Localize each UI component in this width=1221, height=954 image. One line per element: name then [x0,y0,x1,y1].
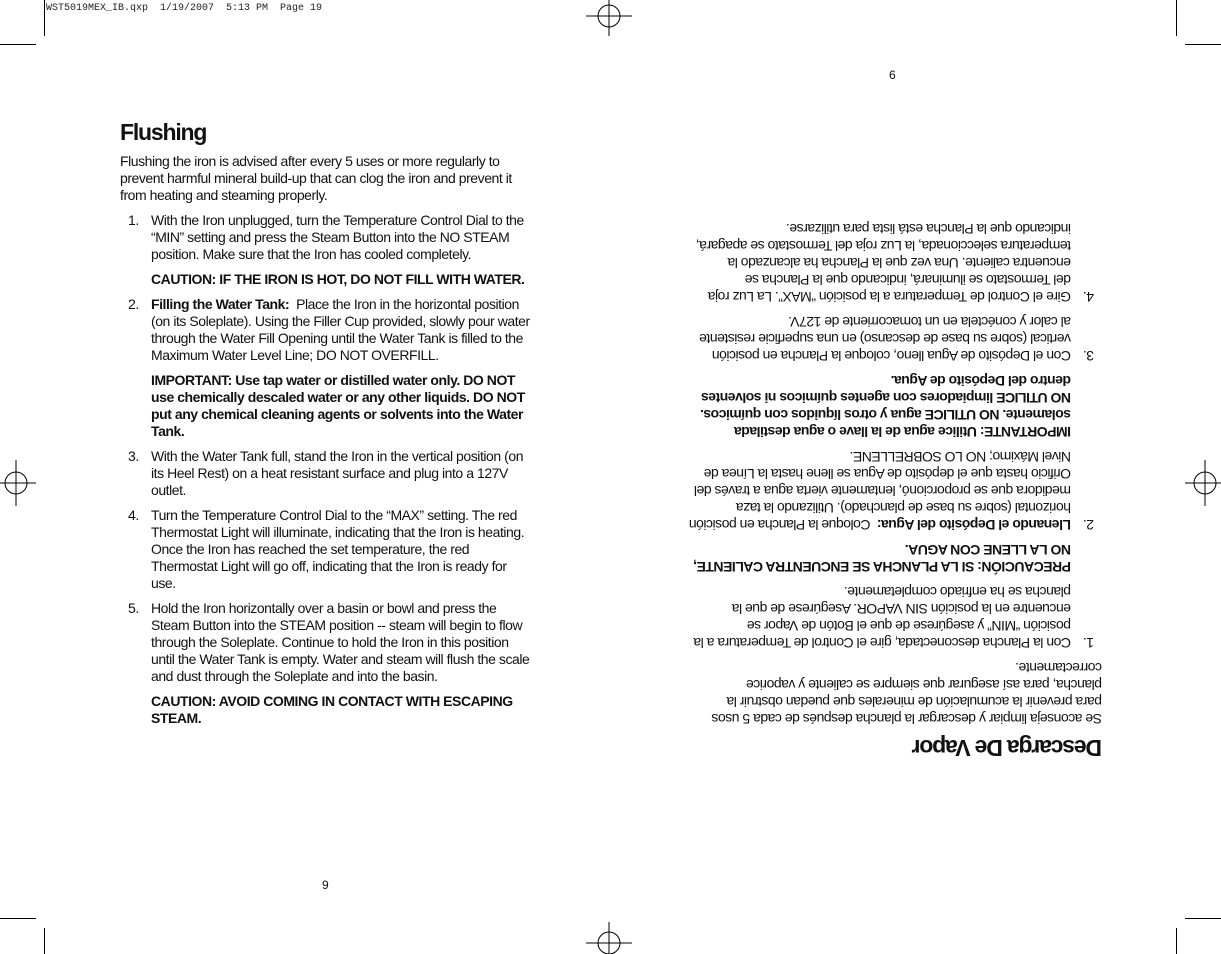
step-item [120,296,534,440]
page-number-spanish: 6 [889,68,896,82]
page-number-english: 9 [322,878,329,892]
step-text: Con el Depósito de Agua lleno, coloque la Plancha en posición vertical (sobre su base de descanso) en una superficie resistente al calor y conéctela en un tomacorriente de 127V. [699,314,1071,364]
step-number: 4. [1083,289,1094,305]
step-item [688,313,1102,364]
step-text: With the Water Tank full, stand the Iron in the vertical position (on its Heel Rest) on a heat resistant surface and plug into a 127V outlet. [151,448,524,498]
step-item [120,212,534,288]
step-lead: Filling the Water Tank: [151,296,290,312]
step-number: 1. [1083,635,1094,651]
section-title: Flushing [120,119,207,145]
spanish-section [688,212,1102,762]
step-text: Place the Iron in the horizontal position (on its Soleplate). Using the Filler Cup provided, slowly pour water through the Water Fill Opening until the Water Tank is filled to the Maximum Water Level Line; DO NOT OVERFILL. [151,296,530,363]
registration-mark-top [586,0,632,36]
steps-list [688,220,1102,651]
crop-mark-br-h [1185,918,1221,919]
crop-mark-bl-h [0,918,36,919]
important-note: IMPORTANTE: Utilice agua de la llave o agua destilada solamente. NO UTILICE agua y otros líquidos con químicos. NO UTILICE limpiadores con agentes químicos ni solventes dentro del Depósito de Agua. [700,373,1071,440]
step-text: With the Iron unplugged, turn the Temperature Control Dial to the “MIN” setting and press the Steam Button into the NO STEAM position. Make sure that the Iron has cooled completely. [151,212,524,262]
section-title: Descarga De Vapor [912,735,1102,761]
step-item [688,372,1102,533]
steps-list [120,212,534,727]
step-number: 2. [128,296,139,312]
step-item [120,448,534,499]
step-number: 3. [1083,348,1094,364]
step-text: Coloque la Plancha en posición horizontal (sobre su base de planchado). Utilizando la taza medidora que se proporcionó, lentamente vierta agua a través del Orificio hasta que el depósito de Agua se llene hasta la Línea de Nivel Máximo; NO LO SOBRELLENE. [689,449,1071,533]
step-text: Hold the Iron horizontally over a basin or bowl and press the Steam Button into the STEAM position -- steam will begin to flow through the Soleplate. Continue to hold the Iron in this position until the Water Tank is empty. Water and steam will flush the scale and dust through the Soleplate and into the basin. [151,600,530,684]
step-number: 4. [128,507,139,523]
intro-paragraph: Flushing the iron is advised after every 5 uses or more regularly to prevent harmful mineral build-up that can clog the iron and prevent it from heating and steaming properly. [120,153,512,203]
print-slug: WST5019MEX_IB.qxp 1/19/2007 5:13 PM Page 19 [46,3,323,14]
step-item [688,541,1102,651]
english-section [120,118,534,735]
step-number: 3. [128,448,139,464]
step-item [120,507,534,592]
crop-mark-tr-v [1176,0,1177,36]
registration-mark-left [0,460,36,506]
caution-note: CAUTION: IF THE IRON IS HOT, DO NOT FILL WITH WATER. [151,271,525,287]
registration-mark-right [1185,460,1221,506]
step-item [120,600,534,727]
step-number: 5. [128,600,139,616]
step-item [688,220,1102,305]
crop-mark-tr-h [1185,44,1221,45]
step-text: Con la Plancha desconectada, gire el Control de Temperatura a la posición “MIN” y asegúrese de que el Botón de Vapor se encuentre en la posición SIN VAPOR. Asegúrese de que la plancha se ha enfriado completamente. [693,584,1071,651]
step-lead: Llenando el Depósito del Agua: [877,517,1071,533]
crop-mark-tl-v [44,0,45,36]
caution-note: PRECAUCIÓN: SI LA PLANCHA SE ENCUENTRA CALIENTE, NO LA LLENE CON AGUA. [693,542,1071,575]
intro-paragraph: Se aconseja limpiar y descargar la plancha después de cada 5 usos para prevenir la acumulación de minerales que puedan obstruir la plancha, para así asegurar que siempre se caliente y vaporice correctamente. [711,660,1102,727]
crop-mark-tl-h [0,44,36,45]
step-text: Turn the Temperature Control Dial to the “MAX” setting. The red Thermostat Light will illuminate, indicating that the Iron is heating. Once the Iron has reached the set temperature, the red Thermostat Light will go off, indicating that the Iron is ready for use. [151,507,525,591]
important-note: IMPORTANT: Use tap water or distilled water only. DO NOT use chemically descaled water or any other liquids. DO NOT put any chemical cleaning agents or solvents into the Water Tank. [151,372,525,439]
registration-mark-bottom [586,922,632,954]
crop-mark-br-v [1176,928,1177,954]
step-number: 1. [128,212,139,228]
step-number: 2. [1083,517,1094,533]
crop-mark-bl-v [44,928,45,954]
step-text: Gire el Control de Temperatura a la posición “MAX”. La Luz roja del Termostato se iluminará, indicando que la Plancha se encuentra caliente. Una vez que la Plancha ha alcanzado la temperatura seleccionada, la Luz roja del Termostato se apagará, indicando que la Plancha está lista para utilizarse. [696,221,1071,305]
caution-note: CAUTION: AVOID COMING IN CONTACT WITH ESCAPING STEAM. [151,693,513,726]
